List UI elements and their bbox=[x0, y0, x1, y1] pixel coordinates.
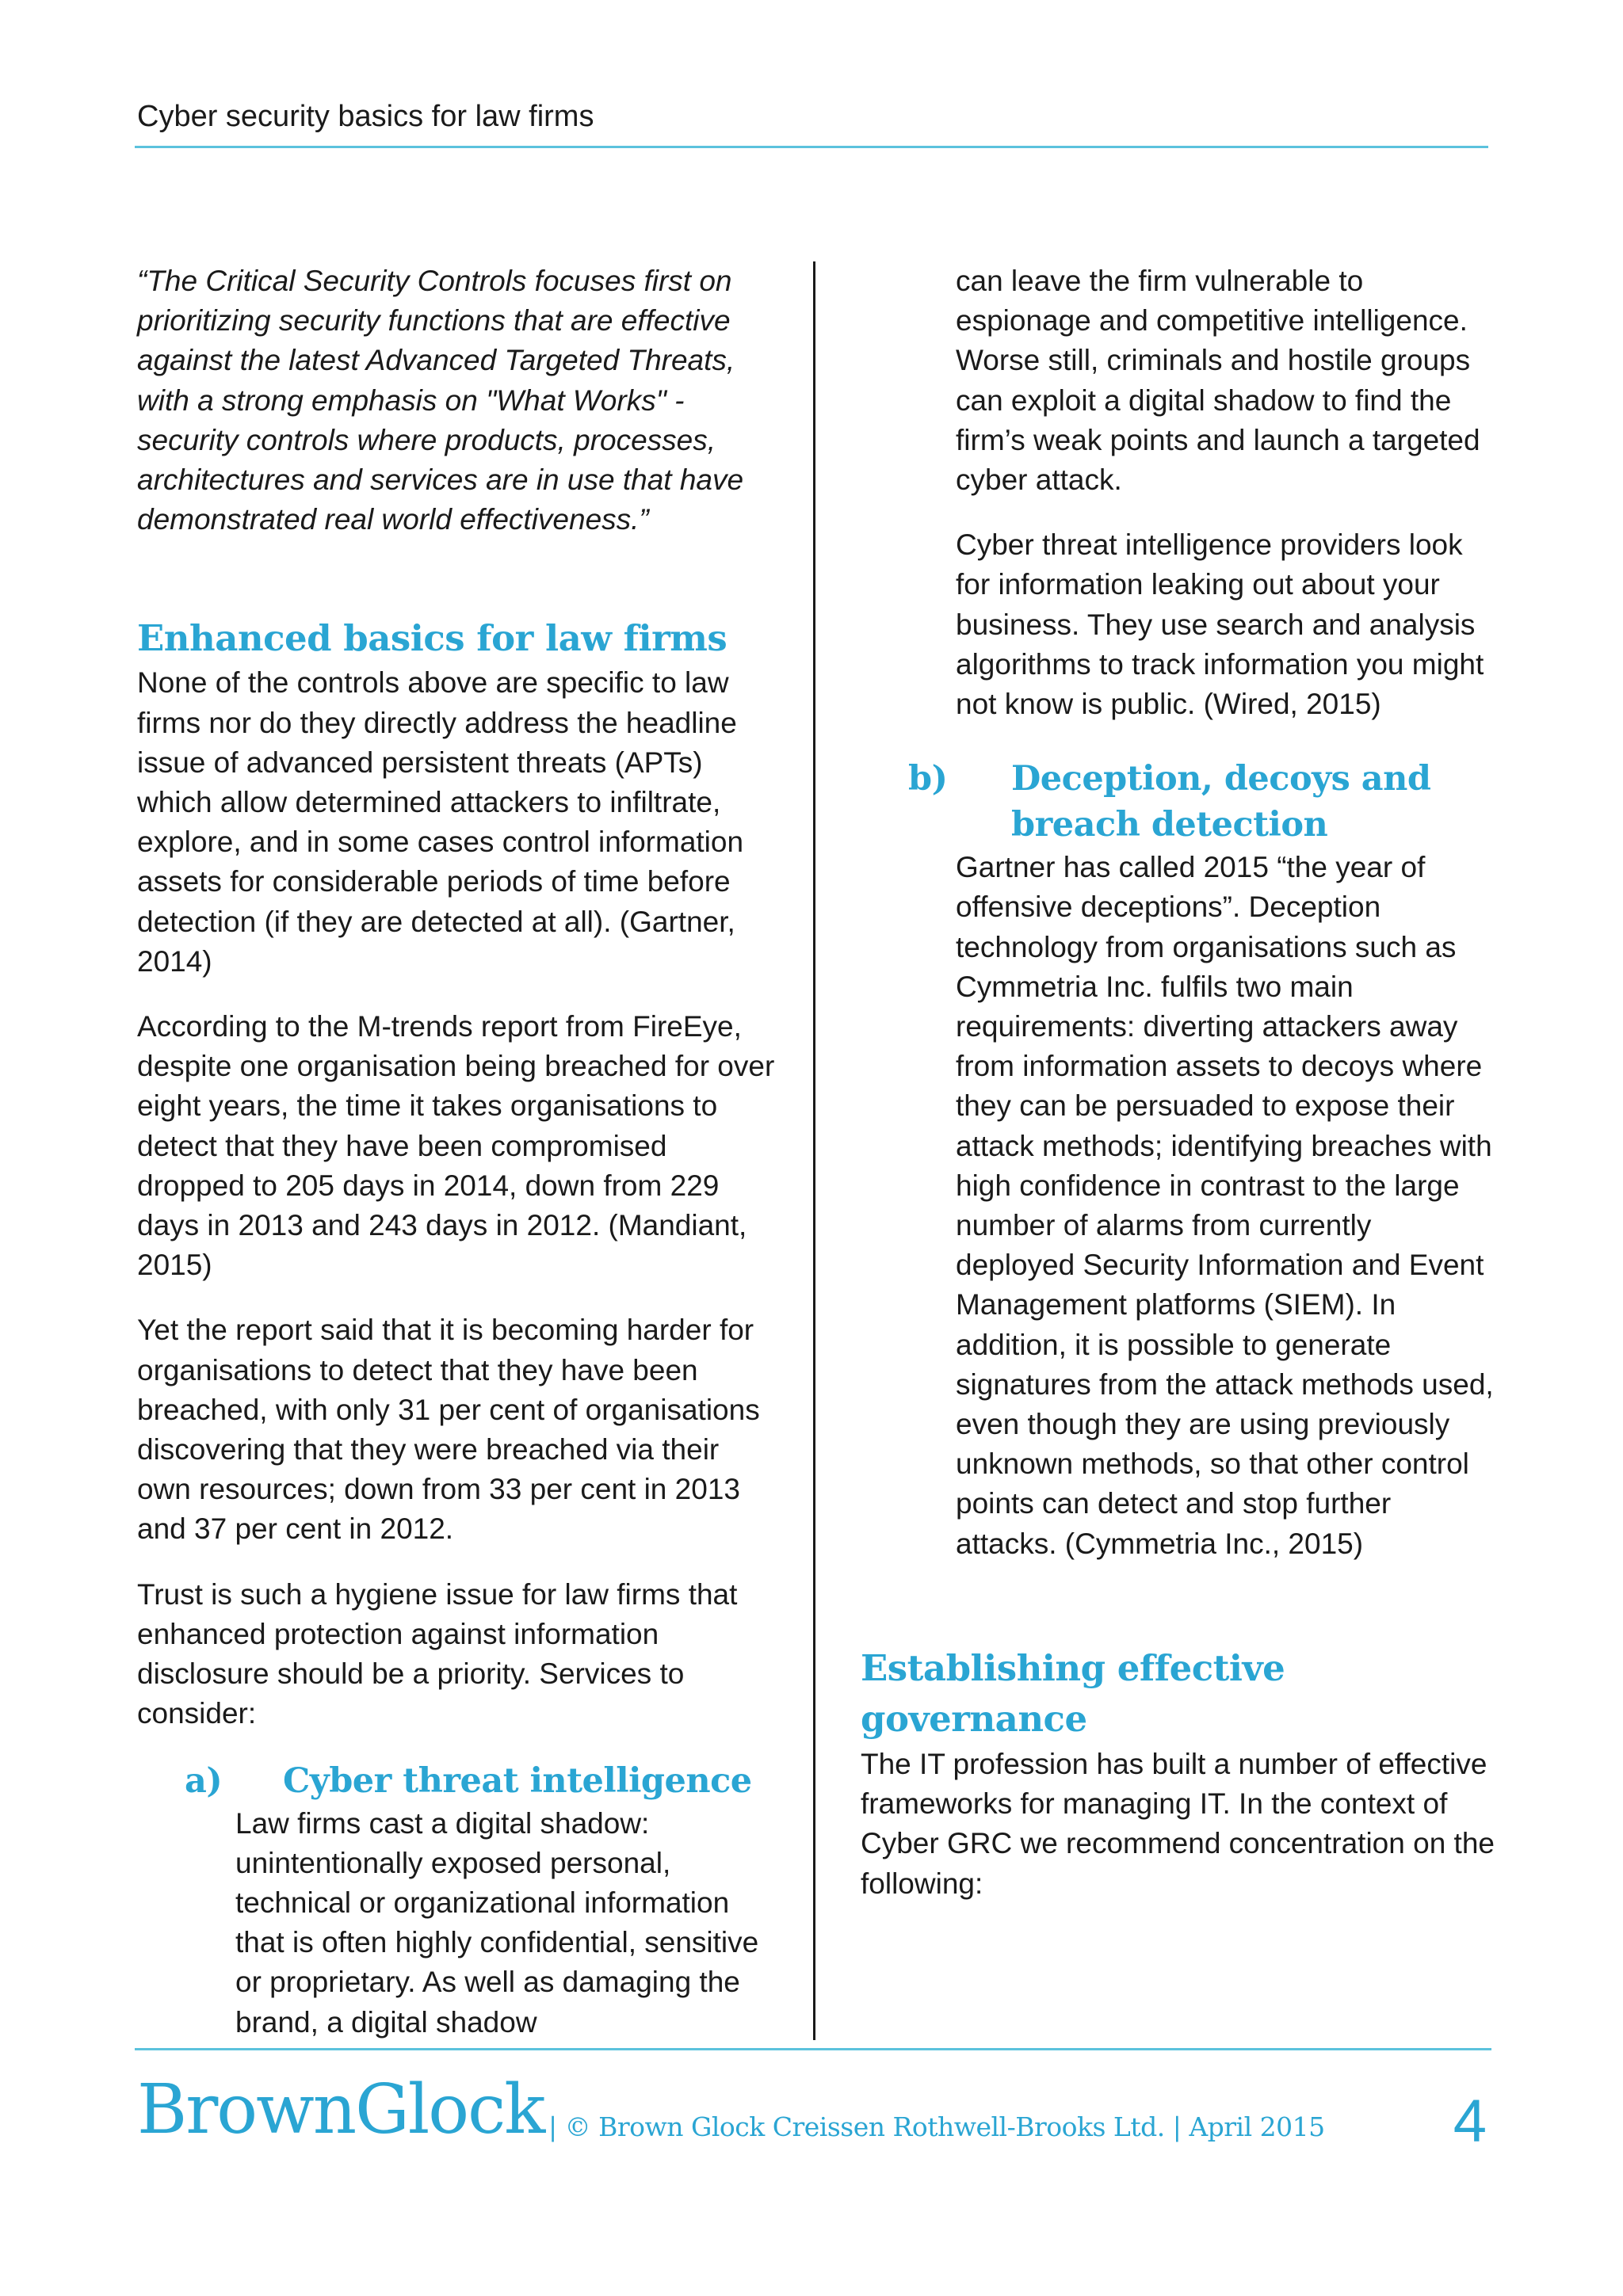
footer-divider bbox=[135, 2048, 1491, 2050]
paragraph-continuation: can leave the firm vulnerable to espionage and competitive intelligence. Worse still, criminals and hostile groups can exploit a digital shadow to find the firm’s weak points and launch a targeted cyber attack. bbox=[956, 265, 1480, 497]
header-divider bbox=[135, 146, 1488, 148]
brand-logo: BrownGlock bbox=[137, 2070, 544, 2149]
paragraph-mtrends: According to the M-trends report from FireEye, despite one organisation being breached for over eight years, the time it takes organisations to detect that they have been compromised dropped to 205 days in 2014, down from 229 days in 2013 and 243 days in 2012. (Mandiant, 2015) bbox=[137, 1010, 775, 1282]
section-heading-governance: Establishing effective governance bbox=[861, 1646, 1285, 1740]
paragraph-deception: Gartner has called 2015 “the year of offensive deceptions”. Deception technology from organisations such as Cymmetria Inc. fulfils two main requirements: diverting attackers away from information assets to decoys where they can be persuaded to expose their attack methods; identifying breaches with high confidence in contrast to the large number of alarms from currently deployed Security Information and Event Management platforms (SIEM). In addition, it is possible to generate signatures from the attack methods used, even though they are using previously unknown methods, so that other control points can detect and stop further attacks. (Cymmetria Inc., 2015) bbox=[956, 851, 1494, 1560]
left-column bbox=[137, 261, 779, 2042]
page-header-title: Cyber security basics for law firms bbox=[137, 100, 594, 133]
subsection-heading-a bbox=[137, 1758, 779, 1804]
section-heading-enhanced-basics: Enhanced basics for law firms bbox=[137, 617, 727, 660]
column-divider bbox=[813, 261, 815, 2040]
subsection-title-b: Deception, decoys and breach detection bbox=[1011, 759, 1431, 845]
cis-quote: “The Critical Security Controls focuses first on prioritizing security functions that are effective against the latest Advanced Targeted Threats, with a strong emphasis on "What Works" - security controls where products, processes, architectures and services are in use that have demonstrated real world effectiveness.” bbox=[137, 265, 744, 536]
paragraph-apt: None of the controls above are specific to law firms nor do they directly address the headline issue of advanced persistent threats (APTs) which allow determined attackers to infiltrate, explore, and in some cases control information assets for considerable periods of time before detection (if they are detected at all). (Gartner, 2014) bbox=[137, 666, 744, 978]
paragraph-frameworks: The IT profession has built a number of effective frameworks for managing IT. In the context of Cyber GRC we recommend concentration on the following: bbox=[861, 1747, 1495, 1900]
paragraph-trust: Trust is such a hygiene issue for law firms that enhanced protection against information disclosure should be a priority. Services to consider: bbox=[137, 1577, 738, 1730]
subsection-marker-a: a) bbox=[185, 1760, 223, 1801]
subsection-title-a: Cyber threat intelligence bbox=[283, 1760, 752, 1801]
subsection-heading-b bbox=[908, 756, 1495, 848]
subsection-marker-b: b) bbox=[908, 759, 948, 799]
paragraph-harder-detect: Yet the report said that it is becoming harder for organisations to detect that they have been breached, with only 31 per cent of organisations discovering that they were breached via their own resources; down from 33 per cent in 2013 and 37 per cent in 2012. bbox=[137, 1314, 760, 1546]
paragraph-digital-shadow: Law firms cast a digital shadow: unintentionally exposed personal, technical or organizational information that is often highly confidential, sensitive or proprietary. As well as damaging the brand, a digital shadow bbox=[235, 1806, 759, 2039]
paragraph-threat-intel-providers: Cyber threat intelligence providers look for information leaking out about your business. They use search and analysis algorithms to track information you might not know is public. (Wired, 2015) bbox=[956, 528, 1484, 721]
page-number: 4 bbox=[1453, 2088, 1487, 2155]
footer-copyright: | © Brown Glock Creissen Rothwell-Brooks Ltd. | April 2015 bbox=[548, 2111, 1325, 2142]
right-column bbox=[861, 261, 1495, 1904]
